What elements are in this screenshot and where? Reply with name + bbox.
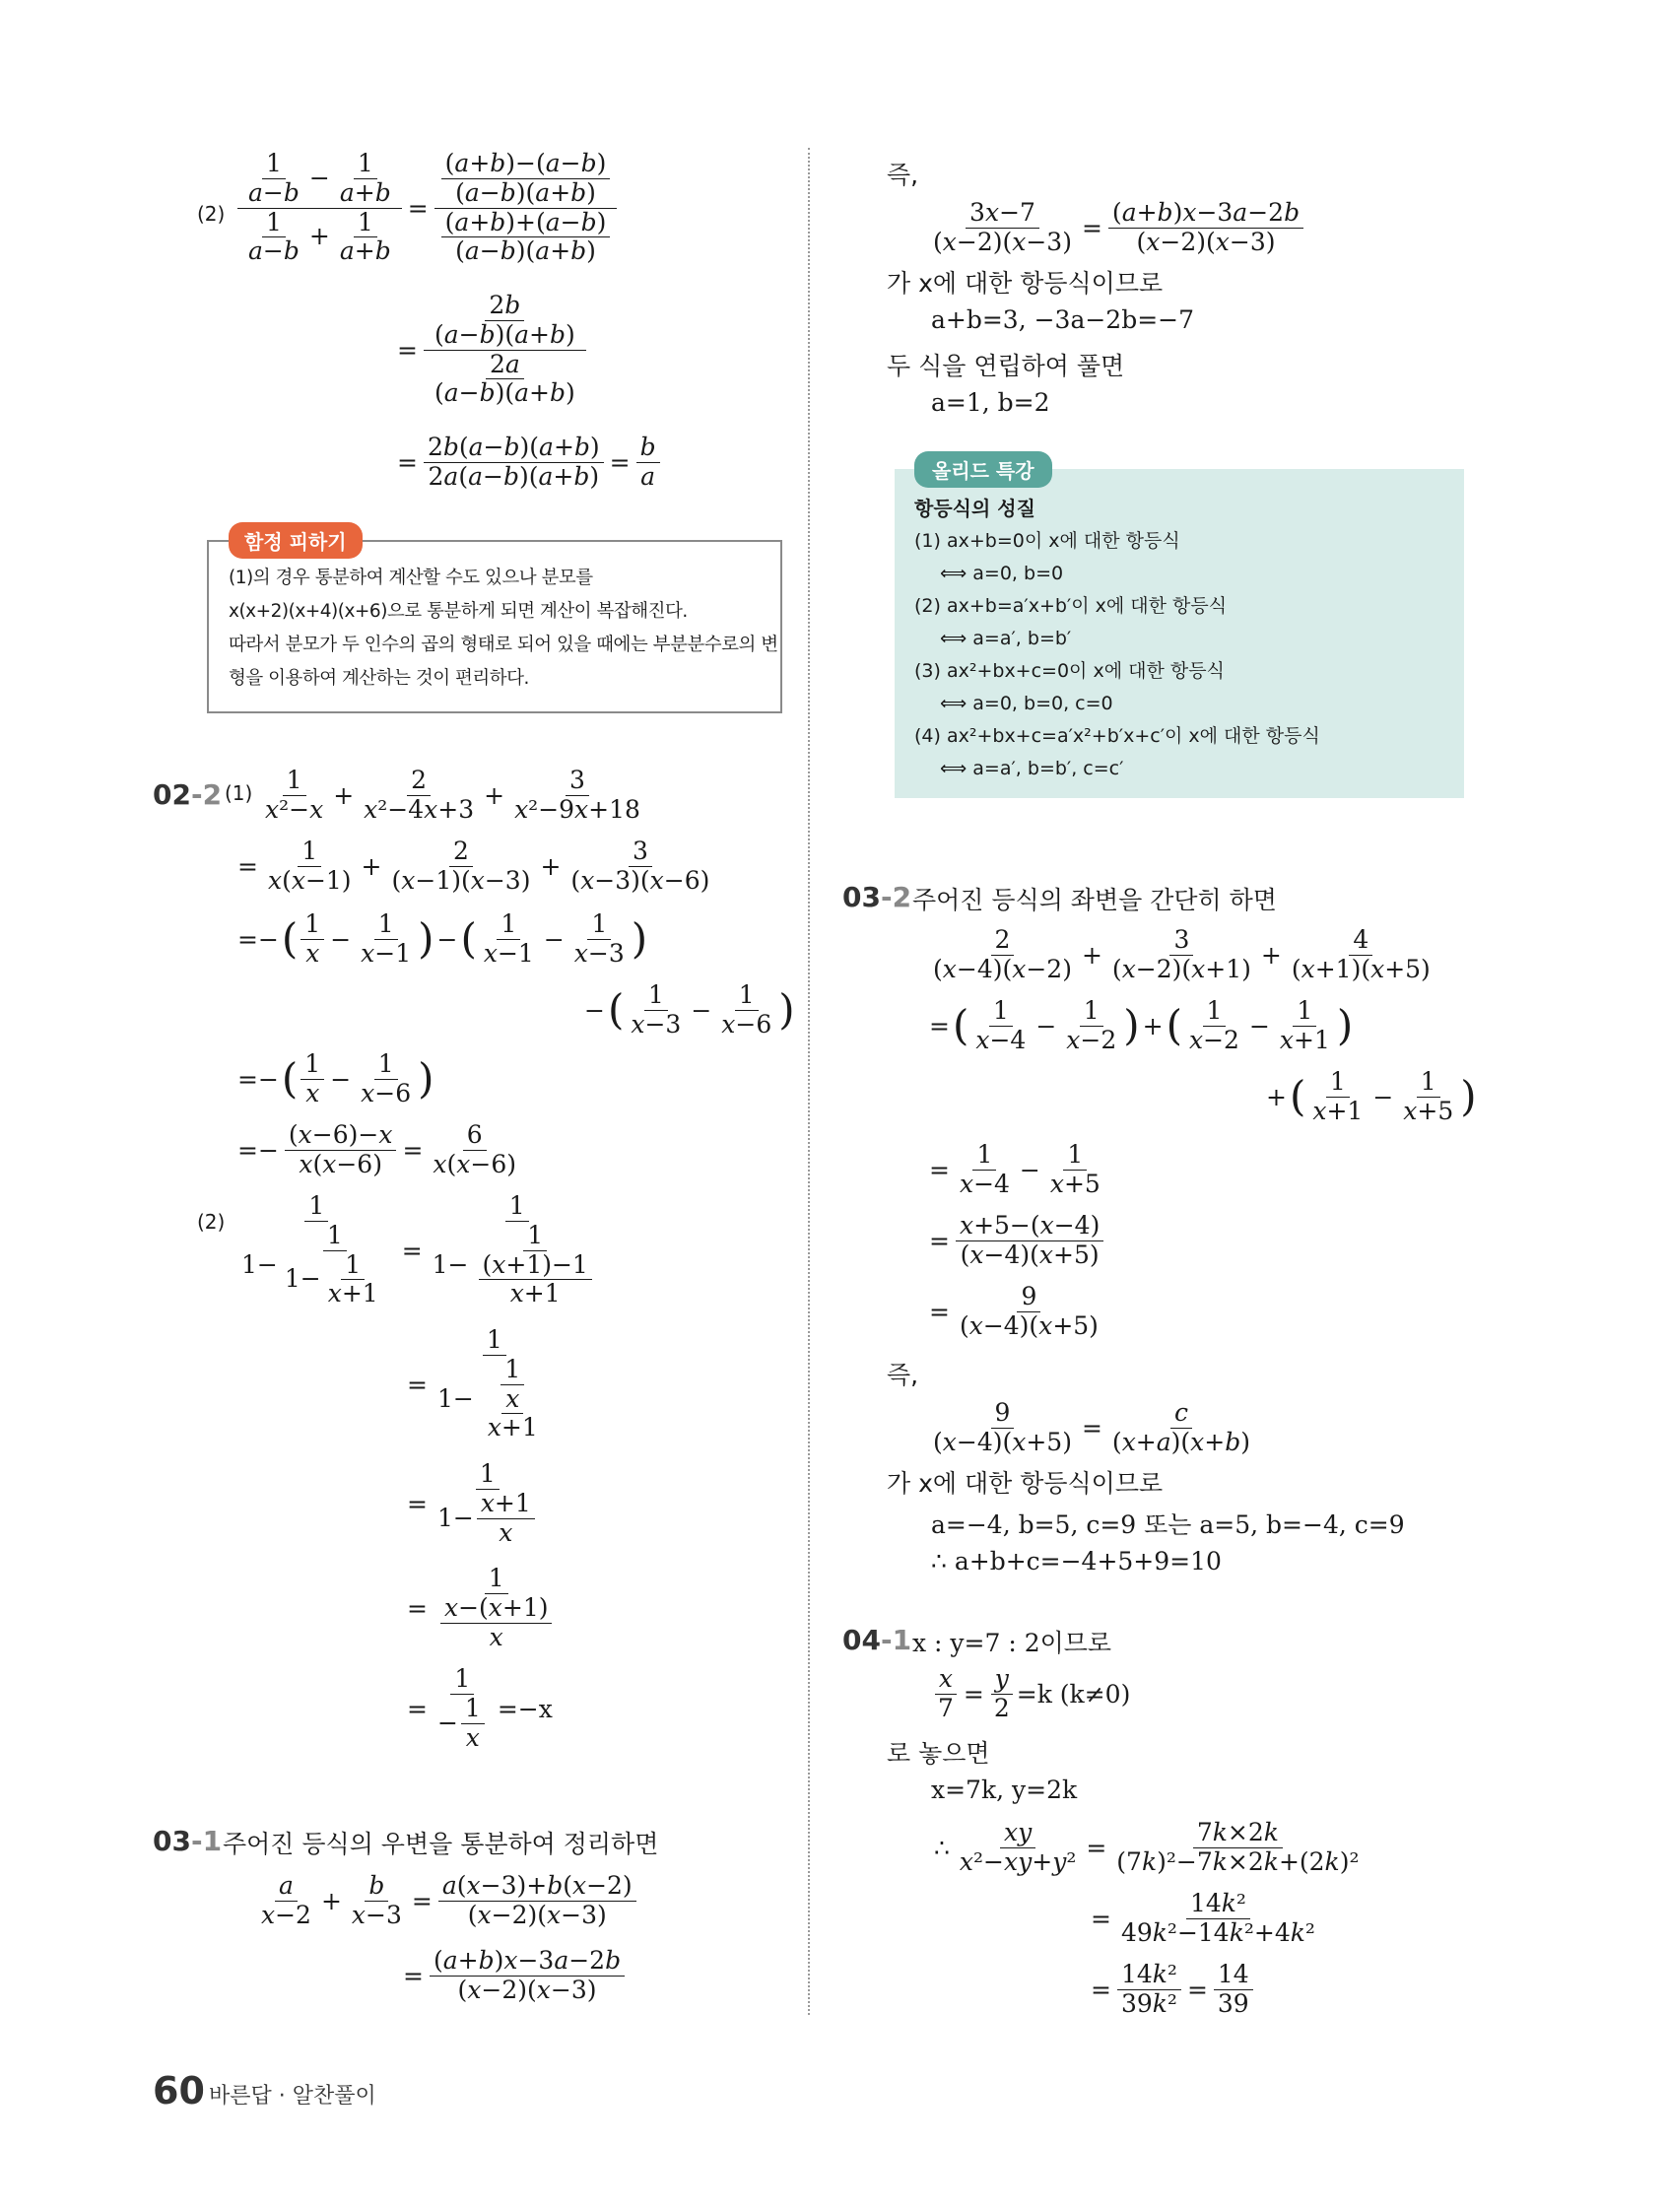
equation-line: = ( a + b ) x −3 a −2 b ( x −2)( x −3) [400,1947,628,2005]
let-note: 로 놓으면 [887,1739,990,1768]
k-condition: =k (k≠0) [1016,1679,1131,1709]
result-text: =−x [497,1694,553,1723]
identity-note: 가 x에 대한 항등식이므로 [887,1469,1164,1498]
equation-line: a x −2 + b x −3 = a ( x −3)+ b ( x −2) ( x −2)( x −3) [254,1872,639,1930]
equation-line: − ( 1 x −3 − 1 x −6 ) [584,980,795,1039]
equation-line: = 1 1− x +1 x [404,1460,545,1547]
olid-line: (4) ax²+bx+c=a′x²+b′x+c′이 x에 대한 항등식 [914,725,1320,747]
footer-label: 바른답 · 알찬풀이 [209,2084,376,2109]
column-divider [808,148,810,2015]
therefore-symbol: ∴ [934,1833,950,1862]
identity-note: 가 x에 대한 항등식이므로 [887,269,1164,298]
equation-line: $\frac{x}{7}$ = $\frac{y}{2}$ =k (k≠0) [931,1665,1130,1723]
olid-title: 항등식의 성질 [914,497,1035,520]
trap-tip-label: 함정 피하기 [229,522,363,559]
problem-number [842,881,911,913]
answer-text: ∴ a+b+c=−4+5+9=10 [931,1547,1222,1575]
problem-number-sub: -2 [190,778,223,811]
problem-number-sub: -1 [190,1825,223,1857]
problem-number-sub: -1 [880,1624,912,1656]
problem-number-main: 02 [153,778,191,811]
equation-line: =− ( x −6)− x x ( x −6) = 6 x ( x −6) [237,1120,516,1178]
equation-line: 1 x ²− x + 2 x ²−4 x +3 + 3 x ²−9 x +18 [265,766,640,824]
equation-line: = 1 x −4 − 1 x +5 [929,1140,1101,1198]
solve-note: 두 식을 연립하여 풀면 [887,352,1125,380]
equation-line: 9 ( x −4)( x +5) = c ( x + a )( x + b ) [933,1398,1251,1456]
equation-text: x=7k, y=2k [931,1776,1078,1804]
equation-line: =− ( $\frac{1}{x}$ − 1 x −6 ) [237,1049,434,1107]
equation-line: = 2 b ( a − b )( a + b ) 2 a ( a − b )( a + b ) [394,292,589,408]
problem-number [153,778,222,811]
trap-line: 따라서 분모가 두 인수의 곱의 형태로 되어 있을 때에는 부분분수로의 변 [229,635,778,655]
trap-line: x(x+2)(x+4)(x+6)으로 통분하게 되면 계산이 복잡해진다. [229,601,688,622]
equation-line: 1 1− 1 1− 1 x +1 = 1 1− 1 ( x +1)−1 x +1 [234,1192,609,1308]
equation-text: a+b=3, −3a−2b=−7 [931,305,1195,334]
olid-lecture-text [914,493,1320,785]
equation-line: ∴ xy x ²− xy + y ² = 7 k ×2 k (7 k )²−7 k ×2 k +(2 k )² [931,1819,1366,1877]
equation-line: = ( 1 x −4 − 1 x −2 ) + ( 1 x −2 − 1 x +1 ) [929,996,1354,1054]
equation-line: = 1 x −( x +1) x [404,1565,562,1651]
olid-line: (2) ax+b=a′x+b′이 x에 대한 항등식 [914,595,1228,617]
part-label: (2) [197,202,226,226]
page-number: 60 [153,2069,205,2112]
problem-number-main: 03 [842,881,881,913]
equation-line: = 1 − $\frac{1}{x}$ =−x [404,1665,556,1752]
answer-text: a=−4, b=5, c=9 또는 a=5, b=−4, c=9 [931,1510,1405,1539]
trap-line: 형을 이용하여 계산하는 것이 편리하다. [229,668,529,689]
olid-line: (1) ax+b=0이 x에 대한 항등식 [914,530,1180,552]
problem-intro: 주어진 등식의 좌변을 간단히 하면 [912,886,1277,914]
equation-line: + ( 1 x +1 − 1 x +5 ) [1266,1067,1477,1125]
part-label: (1) [225,781,253,805]
trap-line: (1)의 경우 통분하여 계산할 수도 있으나 분모를 [229,568,593,588]
problem-intro: x : y=7 : 2이므로 [912,1629,1112,1657]
problem-number-main: 04 [842,1624,881,1656]
equation-line: = 9 ( x −4)( x +5) [929,1282,1099,1340]
trap-tip-text [229,562,780,696]
olid-lecture-label: 올리드 특강 [914,451,1052,488]
equation-line: = 14 k ² 49 k ²−14 k ²+4 k ² [1091,1889,1315,1947]
problem-number [153,1825,222,1857]
equation-line: = 2 b ( a − b )( a + b ) 2 a ( a − b )( a + b ) = $\frac{b}{a}$ [394,434,663,492]
equation-line: =− ( $\frac{1}{x}$ − 1 x −1 ) − ( 1 x −1 − 1 x −3 ) [237,909,648,968]
equation-line: = 14 k ² 39 k ² = $\frac{14}{39}$ [1088,1961,1256,2019]
problem-number-sub: -2 [880,881,912,913]
problem-number [842,1624,911,1656]
olid-line: (3) ax²+bx+c=0이 x에 대한 항등식 [914,660,1225,682]
equation-line: 3 x −7 ( x −2)( x −3) = ( a + b ) x −3 a −2 b ( x −2)( x −3) [926,199,1306,257]
equation-line: = x +5−( x −4) ( x −4)( x +5) [926,1212,1106,1270]
answer-text: a=1, b=2 [931,388,1050,417]
problem-intro: 주어진 등식의 우변을 통분하여 정리하면 [223,1830,659,1858]
olid-line: ⟺ a=0, b=0 [940,563,1064,584]
problem-number-main: 03 [153,1825,191,1857]
equation-line: 2 ( x −4)( x −2) + 3 ( x −2)( x +1) + 4 ( x +1)( x +5) [933,925,1431,983]
jeuk-text: 즉, [887,161,919,189]
jeuk-text: 즉, [887,1361,919,1389]
equation-line: = 1 x ( x −1) + 2 ( x −1)( x −3) + 3 ( x −3)( x −6) [237,837,710,895]
equation-line: = 1 1− 1 x x +1 [407,1325,538,1442]
equation-line: 1 a − b − 1 a + b 1 a − b + 1 a + b = ( a + b )−( a − b ) ( a − b )( a + b ) ( a + b )+( a − b ) ( a − b )( a + b ) [234,150,620,266]
olid-line: ⟺ a=a′, b=b′, c=c′ [940,758,1124,779]
part-label: (2) [197,1210,226,1234]
olid-line: ⟺ a=a′, b=b′ [940,628,1072,649]
olid-line: ⟺ a=0, b=0, c=0 [940,693,1113,714]
